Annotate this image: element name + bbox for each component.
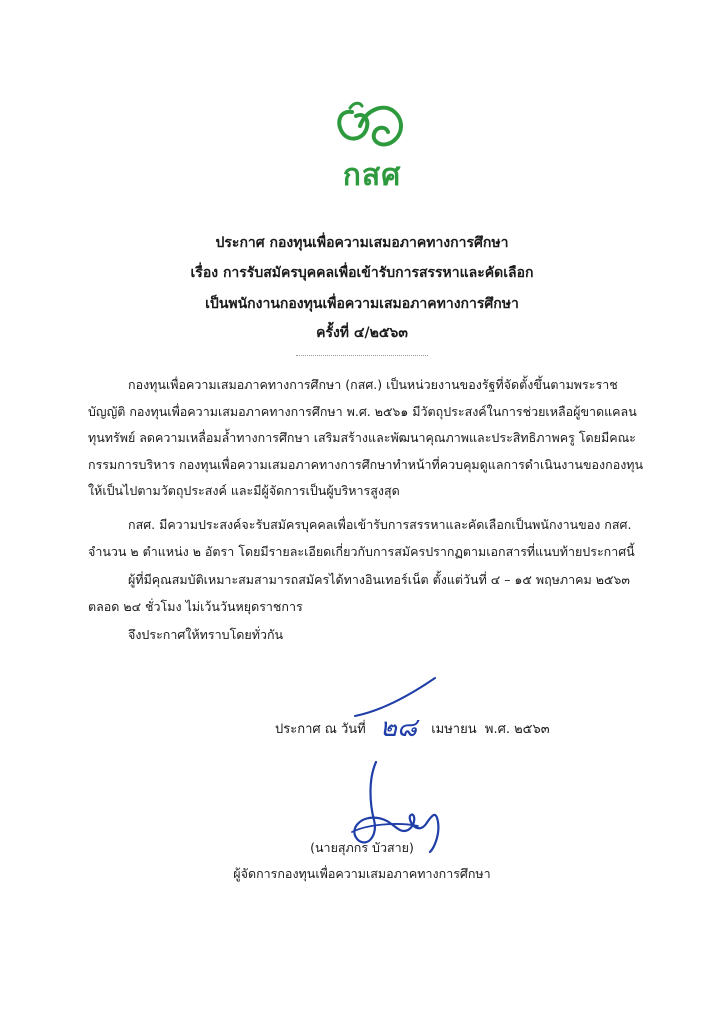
- logo-text: กสศ: [342, 158, 402, 193]
- announcement-title: ประกาศ กองทุนเพื่อความเสมอภาคทางการศึกษา: [215, 235, 509, 251]
- body-paragraph-4: จึงประกาศให้ทราบโดยทั่วกัน: [128, 627, 284, 642]
- date-year: พ.ศ. ๒๕๖๓: [484, 722, 550, 737]
- announcement-subject-cont: เป็นพนักงานกองทุนเพื่อความเสมอภาคทางการศึกษา: [205, 296, 519, 312]
- body-paragraph-2: กสศ. มีความประสงค์จะรับสมัครบุคคลเพื่อเข้ารับการสรรหาและคัดเลือกเป็นพนักงานของ กสศ. จำนวน ๒ ตำแหน่ง ๒ อัตรา โดยมีรายละเอียดเกี่ยวกับการสมัครปรากฏตามเอกสารที่แนบท้ายประกาศนี้: [88, 517, 635, 559]
- announcement-subject: เรื่อง การรับสมัครบุคคลเพื่อเข้ารับการสรรหาและคัดเลือก: [190, 265, 534, 281]
- header-divider: [296, 355, 428, 356]
- date-prefix: ประกาศ ณ วันที่: [275, 722, 366, 737]
- signer-name: (นายสุภกร บัวสาย): [310, 840, 414, 855]
- date-day-handwritten: ๒๘: [379, 713, 418, 743]
- date-month: เมษายน: [431, 722, 477, 737]
- leaf-sprout-icon: [330, 100, 414, 155]
- body-paragraph-3: ผู้ที่มีคุณสมบัติเหมาะสมสามารถสมัครได้ทางอินเทอร์เน็ต ตั้งแต่วันที่ ๔ – ๑๕ พฤษภาคม ๒๕๖๓ ตลอด ๒๔ ชั่วโมง ไม่เว้นวันหยุดราชการ: [88, 572, 630, 614]
- announcement-date: [275, 704, 550, 745]
- signer-title: ผู้จัดการกองทุนเพื่อความเสมอภาคทางการศึกษา: [233, 866, 491, 881]
- organization-logo: [330, 100, 414, 193]
- announcement-number: ครั้งที่ ๔/๒๕๖๓: [316, 325, 408, 341]
- body-paragraph-1: กองทุนเพื่อความเสมอภาคทางการศึกษา (กสศ.) เป็นหน่วยงานของรัฐที่จัดตั้งขึ้นตามพระราชบัญญัติ กองทุนเพื่อความเสมอภาคทางการศึกษา พ.ศ. ๒๕๖๑ มีวัตถุประสงค์ในการช่วยเหลือผู้ขาดแคลนทุนทรัพย์ ลดความเหลื่อมล้ำทางการศึกษา เสริมสร้างและพัฒนาคุณภาพและประสิทธิภาพครู โดยมีคณะกรรมการบริหาร กองทุนเพื่อความเสมอภาคทางการศึกษาทำหน้าที่ควบคุมดูแลการดำเนินงานของกองทุนให้เป็นไปตามวัตถุประสงค์ และมีผู้จัดการเป็นผู้บริหารสูงสุด: [88, 377, 644, 498]
